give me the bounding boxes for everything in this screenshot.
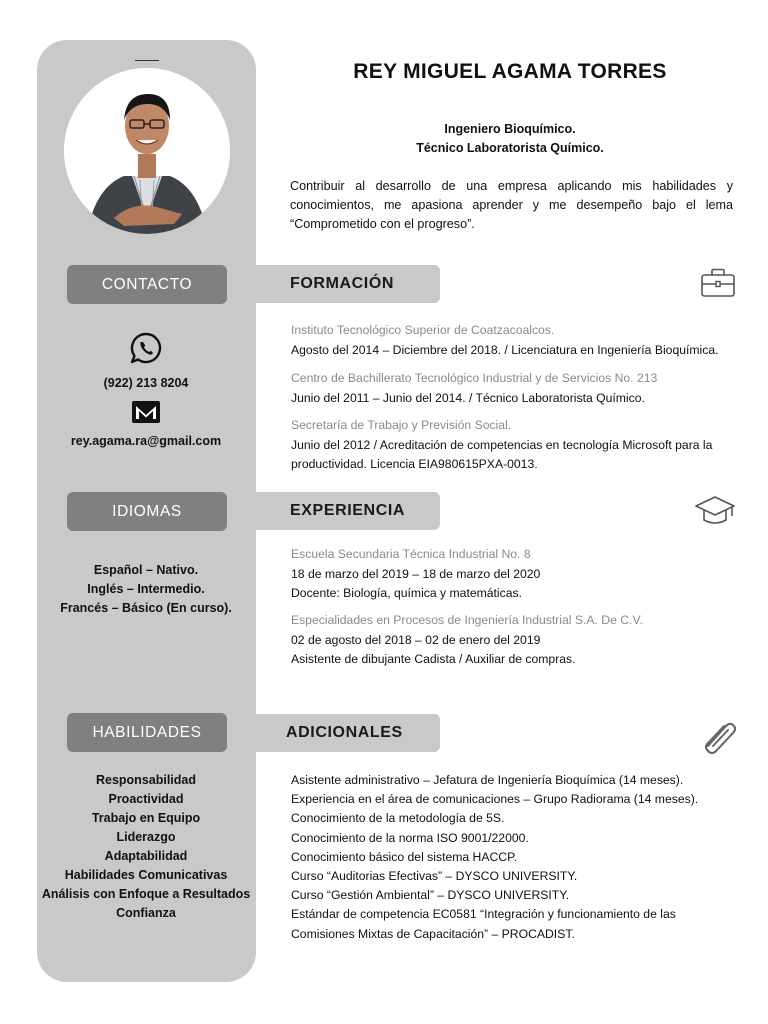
education-entry (291, 321, 736, 360)
additional-item: Conocimiento de la metodología de 5S. (291, 811, 505, 826)
professional-titles (290, 120, 730, 158)
additional-item: Comisiones Mixtas de Capacitación” – PROCADIST. (291, 926, 575, 941)
additional-item: Asistente administrativo – Jefatura de Ingeniería Bioquímica (14 meses). (291, 773, 684, 787)
education-entry (291, 369, 736, 408)
languages-header: IDIOMAS (67, 492, 227, 531)
phone-number: (922) 213 8204 (103, 376, 189, 390)
skill-item: Habilidades Comunicativas (64, 868, 228, 882)
skill-item: Liderazgo (116, 830, 176, 844)
additional-item: Estándar de competencia EC0581 “Integración y funcionamiento de las (291, 907, 676, 922)
whatsapp-icon (129, 331, 163, 365)
education-entry (291, 416, 736, 475)
education-detail: Junio del 2011 – Junio del 2014. / Técnico Laboratorista Químico. (291, 390, 645, 405)
experience-role: Docente: Biología, química y matemáticas. (291, 586, 522, 600)
additional-header: ADICIONALES (256, 714, 440, 752)
skill-item: Análisis con Enfoque a Resultados (41, 887, 251, 901)
skill-item: Responsabilidad (95, 773, 197, 787)
education-header: FORMACIÓN (256, 265, 440, 303)
profile-photo (64, 68, 230, 234)
skill-item: Trabajo en Equipo (91, 811, 201, 825)
additional-list (291, 771, 736, 944)
education-institution: Centro de Bachillerato Tecnológico Industrial y de Servicios No. 213 (291, 371, 658, 385)
skills-header: HABILIDADES (67, 713, 227, 752)
briefcase-icon (700, 267, 736, 299)
additional-item: Experiencia en el área de comunicaciones – Grupo Radiorama (14 meses). (291, 792, 699, 807)
experience-role: Asistente de dibujante Cadista / Auxiliar de compras. (291, 652, 576, 666)
photo-divider (135, 60, 159, 61)
skill-item: Proactividad (108, 792, 184, 806)
education-detail: Agosto del 2014 – Diciembre del 2018. / Licenciatura en Ingeniería Bioquímica. (291, 342, 719, 357)
career-objective: Contribuir al desarrollo de una empresa aplicando mis habilidades y conocimientos, me apasiona aprender y me desempeño bajo el lema “Comprometido con el progreso”. (290, 179, 733, 231)
experience-company: Escuela Secundaria Técnica Industrial No. 8 (291, 547, 531, 561)
language-item: Inglés – Intermedio. (87, 582, 205, 596)
education-institution: Secretaría de Trabajo y Previsión Social. (291, 418, 512, 432)
language-item: Francés – Básico (En curso). (60, 601, 232, 615)
additional-item: Conocimiento básico del sistema HACCP. (291, 849, 518, 864)
candidate-name: REY MIGUEL AGAMA TORRES (353, 60, 667, 83)
mail-icon (131, 398, 161, 426)
education-detail: Junio del 2012 / Acreditación de competencias en tecnología Microsoft para la productividad. Licencia EIA980615PXA-0013. (291, 437, 713, 471)
title-line: Ingeniero Bioquímico. (444, 122, 576, 136)
email-address: rey.agama.ra@gmail.com (70, 434, 222, 448)
title-line: Técnico Laboratorista Químico. (416, 141, 604, 155)
skill-item: Adaptabilidad (104, 849, 188, 863)
experience-entry (291, 545, 736, 604)
experience-entry (291, 611, 736, 670)
experience-header: EXPERIENCIA (256, 492, 440, 530)
additional-item: Curso “Auditorias Efectivas” – DYSCO UNIVERSITY. (291, 869, 578, 884)
paperclip-icon (700, 718, 738, 754)
education-institution: Instituto Tecnológico Superior de Coatzacoalcos. (291, 323, 555, 337)
contact-header: CONTACTO (67, 265, 227, 304)
experience-dates: 18 de marzo del 2019 – 18 de marzo del 2020 (291, 566, 541, 581)
language-item: Español – Nativo. (93, 563, 199, 577)
graduation-cap-icon (694, 494, 736, 528)
skills-list (40, 771, 252, 923)
additional-item: Conocimiento de la norma ISO 9001/22000. (291, 830, 529, 845)
experience-company: Especialidades en Procesos de Ingeniería Industrial S.A. De C.V. (291, 613, 643, 627)
languages-list (40, 561, 252, 618)
experience-dates: 02 de agosto del 2018 – 02 de enero del 2019 (291, 632, 541, 647)
additional-item: Curso “Gestión Ambiental” – DYSCO UNIVERSITY. (291, 888, 570, 903)
skill-item: Confianza (116, 906, 176, 920)
